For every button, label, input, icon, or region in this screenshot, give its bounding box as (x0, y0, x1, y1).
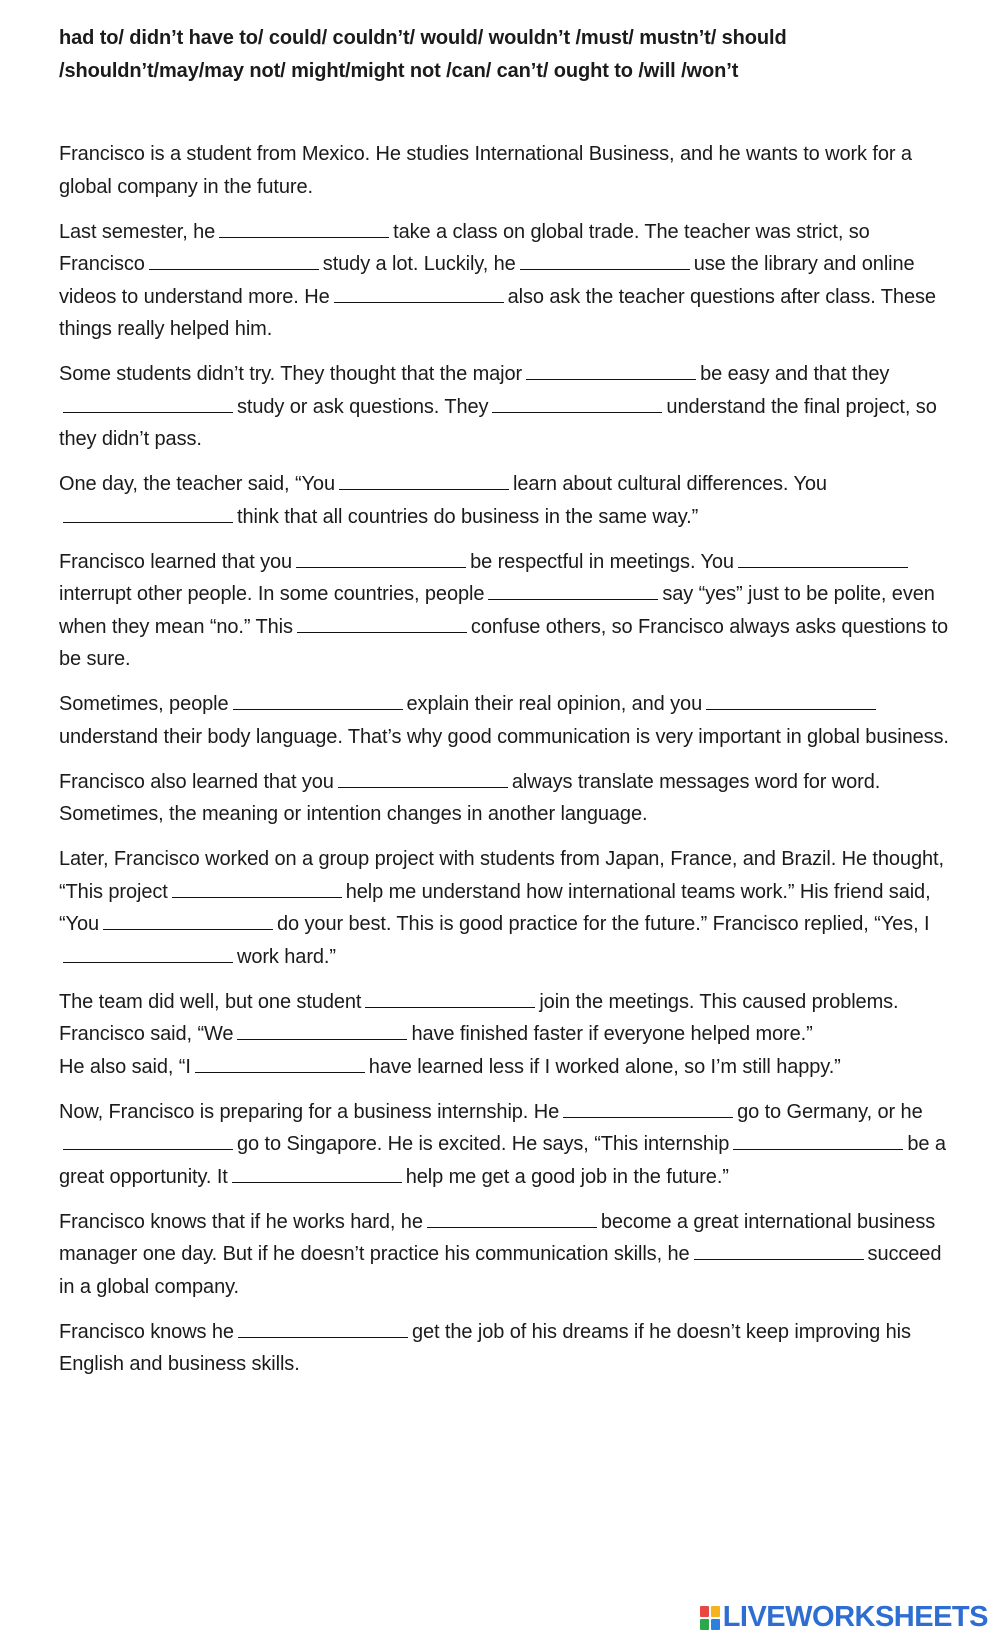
answer-blank-10[interactable] (296, 547, 466, 568)
paragraph-6 (59, 688, 959, 753)
text-segment: be easy and that they (700, 363, 890, 385)
answer-blank-24[interactable] (63, 1129, 233, 1150)
answer-blank-12[interactable] (488, 579, 658, 600)
text-segment: understand their body language. That’s why good communication is very important in global business. (59, 725, 949, 748)
text-segment: He also said, “I (59, 1055, 191, 1078)
text-segment: study or ask questions. They (237, 395, 489, 418)
answer-blank-2[interactable] (149, 249, 319, 270)
text-segment: confuse others, so Francisco always asks questions to be sure. (59, 615, 949, 670)
text-segment: Some students didn’t try. They thought that the major (59, 363, 523, 385)
text-segment: understand the final project, so they didn’t pass. (59, 395, 937, 450)
text-segment: explain their real opinion, and you (406, 693, 703, 715)
text-segment: help me get a good job in the future.” (405, 1165, 729, 1188)
text-segment: Sometimes, people (59, 693, 229, 715)
text-segment: have learned less if I worked alone, so I’m still happy.” (368, 1055, 841, 1078)
paragraph-9 (59, 986, 959, 1084)
exercise-text (59, 138, 959, 1381)
answer-blank-15[interactable] (706, 689, 876, 710)
word-bank: had to/ didn’t have to/ could/ couldn’t/ would/ wouldn’t /must/ mustn’t/ should /shouldn’t/may/may not/ might/might not /can/ can’t/ ought to /will /won’t (59, 27, 787, 82)
answer-blank-19[interactable] (63, 942, 233, 963)
text-segment: be a great opportunity. It (59, 1133, 946, 1188)
text-segment: Francisco is a student from Mexico. He studies International Business, and he wants to work for a global company in the future. (59, 143, 912, 198)
text-segment: Later, Francisco worked on a group project with students from Japan, France, and Brazil. He thought, “This project (59, 848, 944, 903)
paragraph-11 (59, 1206, 959, 1304)
answer-blank-23[interactable] (563, 1097, 733, 1118)
text-segment: learn about cultural differences. You (512, 473, 827, 495)
text-segment: Francisco knows he (59, 1320, 234, 1343)
brand-text: LIVEWORKSHEETS (722, 1601, 988, 1633)
text-segment: The team did well, but one student (59, 990, 362, 1013)
answer-blank-9[interactable] (63, 502, 233, 523)
text-segment: help me understand how international teams work.” His friend said, “You (59, 880, 931, 935)
text-segment: interrupt other people. In some countries, people (59, 583, 485, 605)
text-segment: work hard.” (237, 945, 336, 968)
text-segment: Last semester, he (59, 220, 216, 243)
text-segment: have finished faster if everyone helped more.” (411, 1023, 813, 1045)
answer-blank-18[interactable] (103, 909, 273, 930)
paragraph-10 (59, 1096, 959, 1194)
text-segment: do your best. This is good practice for the future.” Francisco replied, “Yes, I (277, 913, 930, 935)
paragraph-5 (59, 546, 959, 676)
text-segment: say “yes” just to be polite, even when they mean “no.” This (59, 583, 935, 638)
liveworksheets-logo-icon (700, 1606, 720, 1630)
answer-blank-1[interactable] (219, 217, 389, 238)
answer-blank-27[interactable] (427, 1207, 597, 1228)
text-segment: Now, Francisco is preparing for a business internship. He (59, 1100, 560, 1123)
answer-blank-6[interactable] (63, 392, 233, 413)
answer-blank-5[interactable] (526, 359, 696, 380)
answer-blank-8[interactable] (339, 469, 509, 490)
paragraph-2 (59, 216, 959, 346)
answer-blank-25[interactable] (733, 1129, 903, 1150)
answer-blank-16[interactable] (338, 767, 508, 788)
answer-blank-14[interactable] (233, 689, 403, 710)
answer-blank-22[interactable] (195, 1052, 365, 1073)
paragraph-4 (59, 468, 959, 533)
text-segment: become a great international business manager one day. But if he doesn’t practice his communication skills, he (59, 1210, 936, 1265)
paragraph-8 (59, 843, 959, 973)
paragraph-3 (59, 358, 959, 456)
answer-blank-21[interactable] (237, 1019, 407, 1040)
answer-blank-26[interactable] (232, 1162, 402, 1183)
paragraph-12 (59, 1316, 959, 1381)
worksheet-page (59, 22, 959, 1393)
text-segment: join the meetings. This caused problems. Francisco said, “We (59, 990, 899, 1045)
answer-blank-17[interactable] (172, 877, 342, 898)
text-segment: Francisco knows that if he works hard, he (59, 1210, 423, 1233)
text-segment: go to Singapore. He is excited. He says, “This internship (237, 1133, 730, 1155)
answer-blank-13[interactable] (297, 612, 467, 633)
answer-blank-4[interactable] (334, 282, 504, 303)
text-segment: Francisco learned that you (59, 550, 293, 573)
paragraph-7 (59, 766, 959, 831)
answer-blank-7[interactable] (492, 392, 662, 413)
answer-blank-20[interactable] (365, 987, 535, 1008)
brand-logo[interactable] (700, 1601, 988, 1634)
text-segment: take a class on global trade. The teacher was strict, so Francisco (59, 220, 870, 275)
text-segment: study a lot. Luckily, he (322, 253, 516, 275)
answer-blank-29[interactable] (238, 1317, 408, 1338)
text-segment: be respectful in meetings. You (470, 550, 734, 573)
text-segment: also ask the teacher questions after class. These things really helped him. (59, 285, 936, 340)
text-segment: think that all countries do business in the same way.” (237, 505, 699, 528)
text-segment: succeed in a global company. (59, 1243, 942, 1298)
answer-blank-3[interactable] (520, 249, 690, 270)
text-segment: Francisco also learned that you (59, 770, 334, 793)
paragraph-1 (59, 138, 959, 203)
text-segment: use the library and online videos to understand more. He (59, 253, 915, 308)
text-segment: always translate messages word for word. Sometimes, the meaning or intention changes in another language. (59, 770, 881, 825)
answer-blank-11[interactable] (738, 547, 908, 568)
text-segment: go to Germany, or he (737, 1100, 923, 1123)
answer-blank-28[interactable] (694, 1239, 864, 1260)
text-segment: One day, the teacher said, “You (59, 473, 335, 495)
text-segment: get the job of his dreams if he doesn’t keep improving his English and business skills. (59, 1320, 911, 1375)
